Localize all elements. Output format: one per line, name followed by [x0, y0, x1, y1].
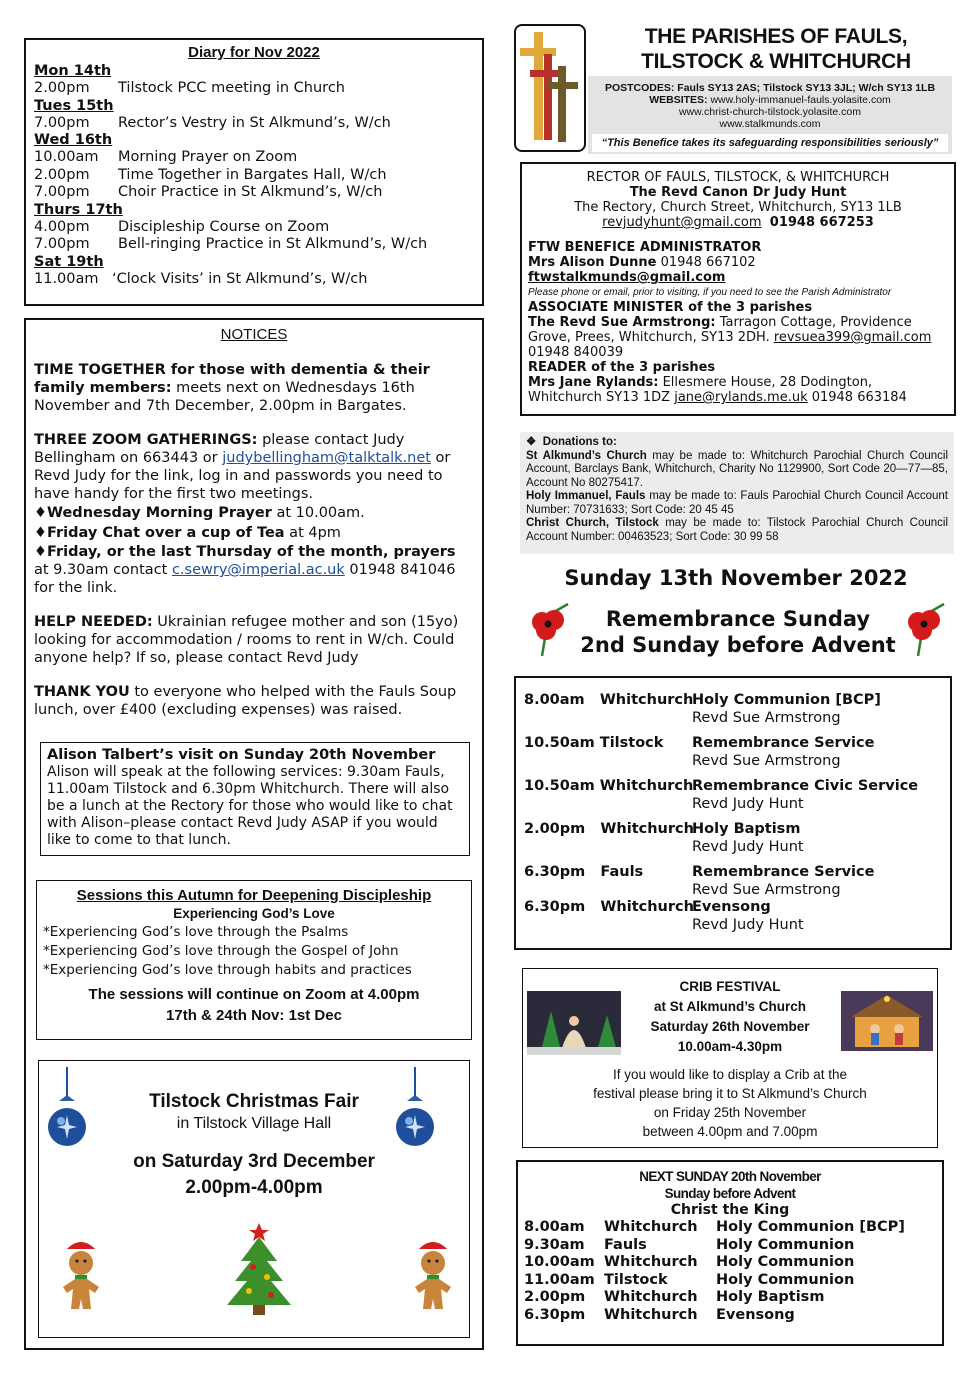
sessions-item: *Experiencing God’s love through the Psalms: [43, 924, 349, 940]
crib-venue: at St Alkmund’s Church: [653, 999, 806, 1014]
notices-title: NOTICES: [220, 326, 288, 343]
event-text: Rector’s Vestry in St Alkmund’s, W/ch: [118, 114, 391, 131]
next-place: Tilstock: [604, 1271, 668, 1288]
service-time: 6.30pm Fauls: [524, 864, 644, 880]
admin-phone: 01948 667102: [660, 255, 756, 270]
reader-phone: 01948 663184: [807, 390, 907, 405]
event-text: Tilstock PCC meeting in Church: [118, 80, 345, 96]
notice-text: or Revd Judy for the link, log in and passwords you need to have handy for the first two meetings.: [34, 450, 451, 502]
next-time: 10.00am: [524, 1254, 595, 1270]
title-line: THE PARISHES OF FAULS,: [644, 25, 908, 48]
next-service-row: [524, 1237, 936, 1255]
bullet-heading: Friday Chat over a cup of Tea: [47, 525, 285, 541]
event-time: 2.00pm: [34, 166, 90, 183]
bauble-icon: [47, 1067, 87, 1153]
next-place: Whitchurch: [604, 1289, 698, 1305]
crib-title: CRIB FESTIVAL: [679, 979, 781, 994]
event-time: 7.00pm: [34, 236, 90, 252]
event-time: 2.00pm: [34, 80, 90, 96]
notice-text: please contact Judy Bellingham on 663443 or: [34, 432, 405, 466]
service-row: [524, 864, 942, 899]
service-row: [524, 899, 942, 934]
notice-text: Ukrainian refugee mother and son (15yo) looking for accommodation / rooms to rent in W/ch. Could anyone help? If so, please contact Revd Judy: [34, 614, 459, 666]
bullet-text: at 4pm: [284, 525, 341, 541]
next-service: Holy Communion: [716, 1236, 855, 1253]
nativity-image: [841, 991, 933, 1051]
assoc-name: The Revd Sue Armstrong:: [528, 315, 716, 330]
diary-event: [34, 236, 474, 254]
diary-day: [34, 202, 474, 254]
sunday-date-heading: Sunday 13th November 2022: [564, 566, 908, 590]
heading-line: 2nd Sunday before Advent: [580, 633, 896, 657]
notice-heading: TIME TOGETHER for those with dementia & their family members:: [34, 362, 430, 396]
service-time: 10.50am Tilstock: [524, 735, 664, 751]
crib-festival-box: [522, 968, 938, 1148]
service-row: [524, 735, 942, 770]
notice-time-together: [34, 361, 474, 415]
notice-text: meets next on Wednesdays 16th November and 7th December, 2.00pm in Bargates.: [34, 380, 415, 414]
diary-day-label: Sat 19th: [34, 253, 104, 270]
reader-name: Mrs Jane Rylands:: [528, 375, 659, 390]
donation-text: may be made to: Whitchurch Parochial Church Council Account, Barclays Bank, Whitchurch, Charity No 1129900, Sort Code 20—77—85, Account No 80275417.: [526, 449, 949, 489]
sessions-box: [36, 880, 472, 1040]
gingerbread-icon: [405, 1237, 461, 1313]
next-service: Holy Communion: [716, 1254, 855, 1270]
email-link[interactable]: judybellingham@talktalk.net: [222, 450, 431, 466]
crib-body-line: If you would like to display a Crib at the: [612, 1067, 848, 1082]
diary-event: [34, 80, 474, 98]
diary-title: Diary for Nov 2022: [188, 44, 320, 61]
service-minister: Revd Sue Armstrong: [692, 709, 841, 726]
crib-date: Saturday 26th November: [650, 1019, 810, 1034]
service-row: [524, 778, 942, 813]
reader-address: Ellesmere House, 28 Dodington, Whitchurch SY13 1DZ: [528, 375, 873, 405]
diary-day: [34, 98, 474, 133]
email-link[interactable]: revsuea399@gmail.com: [773, 330, 932, 345]
assoc-address: Tarragon Cottage, Providence Grove, Prees, Whitchurch, SY13 2DH.: [528, 315, 912, 345]
event-text: Choir Practice in St Alkmund’s, W/ch: [118, 184, 383, 200]
next-place: Fauls: [604, 1236, 647, 1253]
contact-info-panel: [588, 76, 952, 154]
diary-day-label: Tues 15th: [34, 97, 114, 114]
notice-text: to everyone who helped with the Fauls Soup lunch, over £400 (excluding expenses) was raised.: [34, 684, 457, 718]
service-name: Remembrance Service: [692, 735, 875, 751]
remembrance-heading: [560, 606, 916, 658]
notice-zoom: [34, 431, 474, 503]
rector-phone: 01948 667253: [769, 215, 874, 230]
service-time: 6.30pm Whitchurch: [524, 899, 694, 915]
poppy-icon: [904, 602, 948, 658]
next-time: 9.30am: [524, 1236, 585, 1253]
services-box: [514, 676, 952, 950]
bullet-text: 01948 841046 for the link.: [34, 562, 456, 596]
donation-bullet-icon: ❖: [526, 436, 537, 448]
next-place: Whitchurch: [604, 1306, 698, 1323]
assoc-phone: 01948 840039: [528, 345, 624, 360]
next-service: Evensong: [716, 1306, 795, 1323]
service-time: 2.00pm Whitchurch: [524, 821, 694, 837]
notice-thanks: [34, 683, 474, 719]
donations-title: Donations to:: [542, 436, 617, 448]
service-name: Remembrance Civic Service: [692, 778, 919, 794]
next-service-row: [524, 1289, 936, 1307]
event-time: 7.00pm: [34, 114, 90, 131]
diary-day-label: Wed 16th: [34, 132, 113, 148]
diary-day: [34, 63, 474, 98]
heading-line: Remembrance Sunday: [605, 607, 871, 631]
service-name: Evensong: [692, 899, 771, 915]
nativity-image: [527, 991, 621, 1055]
service-row: [524, 821, 942, 856]
event-text: Time Together in Bargates Hall, W/ch: [118, 166, 387, 183]
diary-day-label: Thurs 17th: [34, 201, 123, 218]
next-service: Holy Communion [BCP]: [716, 1219, 905, 1235]
bullet-heading: Friday, or the last Thursday of the month, prayers: [47, 544, 456, 560]
diary-event: [34, 149, 474, 167]
email-link[interactable]: jane@rylands.me.uk: [674, 390, 808, 405]
alison-title: Alison Talbert’s visit on Sunday 20th November: [47, 747, 436, 763]
notices-box: [24, 318, 484, 1350]
sessions-subtitle: Experiencing God’s Love: [173, 906, 335, 921]
admin-title: FTW BENEFICE ADMINISTRATOR: [528, 240, 762, 255]
next-service-row: [524, 1219, 936, 1237]
next-service-row: [524, 1272, 936, 1290]
next-service-row: [524, 1307, 936, 1325]
crib-time: 10.00am-4.30pm: [677, 1039, 783, 1054]
postcodes: POSTCODES: Fauls SY13 2AS; Tilstock SY13 3JL; W/ch SY13 1LB: [604, 82, 936, 94]
crib-body-line: festival please bring it to St Alkmund’s Church: [593, 1086, 867, 1101]
notice-heading: HELP NEEDED:: [34, 614, 153, 630]
event-time: 7.00pm: [34, 184, 90, 200]
alison-text: Alison will speak at the following services: 9.30am Fauls, 11.00am Tilstock and 6.30pm Whitchurch. There will also be a lunch at the Rectory for those who would like to chat with Alison–please contact Revd Judy ASAP if you would like to come to that lunch.: [47, 764, 453, 848]
assoc-title: ASSOCIATE MINISTER of the 3 parishes: [528, 300, 813, 315]
website-link[interactable]: www.christ-church-tilstock.yolasite.com: [678, 106, 862, 118]
church-name: Holy Immanuel, Fauls: [526, 490, 646, 502]
diary-day-label: Mon 14th: [34, 63, 112, 79]
fair-date: on Saturday 3rd December: [133, 1151, 375, 1172]
service-name: Holy Communion [BCP]: [692, 692, 881, 708]
notice-heading: THREE ZOOM GATHERINGS:: [34, 432, 258, 448]
next-service: Holy Baptism: [716, 1289, 825, 1305]
diary-day: [34, 132, 474, 202]
websites-label: WEBSITES:: [649, 94, 708, 106]
gingerbread-icon: [53, 1237, 109, 1313]
email-link[interactable]: revjudyhunt@gmail.com: [602, 215, 762, 230]
title-line: TILSTOCK & WHITCHURCH: [641, 50, 911, 73]
next-sunday-subtitle: Sunday before Advent: [664, 1186, 796, 1201]
diamond-bullet-icon: ♦: [34, 544, 47, 560]
event-text: Morning Prayer on Zoom: [118, 149, 298, 165]
fair-title: Tilstock Christmas Fair: [149, 1091, 359, 1112]
event-text: Bell-ringing Practice in St Alkmund’s, W/ch: [118, 236, 428, 252]
bauble-icon: [395, 1067, 435, 1153]
diary-event: [34, 219, 474, 237]
safeguarding-statement: “This Benefice takes its safeguarding responsibilities seriously”: [592, 134, 948, 152]
next-service: Holy Communion: [716, 1271, 855, 1288]
cross-icon: [516, 26, 584, 150]
rector-title: RECTOR OF FAULS, TILSTOCK, & WHITCHURCH: [586, 170, 890, 185]
diary-event: [34, 167, 474, 185]
crosses-logo: [514, 24, 586, 152]
next-service-row: [524, 1254, 936, 1272]
bullet-text: at 10.00am.: [271, 505, 365, 521]
service-time: 10.50am Whitchurch: [524, 778, 694, 794]
bullet-heading: Wednesday Morning Prayer: [47, 505, 272, 521]
bullet-item: [34, 543, 474, 597]
diamond-bullet-icon: ♦: [34, 525, 47, 541]
church-name: Christ Church, Tilstock: [526, 517, 659, 529]
reader-title: READER of the 3 parishes: [528, 360, 716, 375]
service-name: Remembrance Service: [692, 864, 875, 880]
christmas-tree-icon: [219, 1221, 299, 1317]
notice-heading: THANK YOU: [34, 684, 130, 700]
rector-box: [520, 162, 956, 416]
sessions-item: *Experiencing God’s love through habits and practices: [43, 962, 412, 978]
diary-event: [34, 115, 474, 133]
crib-body: [523, 1065, 937, 1141]
bullet-item: [34, 503, 474, 523]
next-place: Whitchurch: [604, 1219, 698, 1235]
event-text: ‘Clock Visits’ in St Alkmund’s, W/ch: [112, 270, 368, 287]
service-minister: Revd Judy Hunt: [692, 838, 804, 855]
service-minister: Revd Judy Hunt: [692, 916, 804, 933]
sessions-title: Sessions this Autumn for Deepening Discipleship: [76, 887, 432, 904]
next-sunday-title: NEXT SUNDAY 20th November: [639, 1169, 821, 1184]
website-link[interactable]: www.stalkmunds.com: [719, 118, 821, 130]
diary-event: [34, 184, 474, 202]
rector-name: The Revd Canon Dr Judy Hunt: [629, 185, 847, 200]
next-time: 6.30pm: [524, 1306, 586, 1323]
event-text: Discipleship Course on Zoom: [118, 218, 330, 235]
parish-title: [596, 24, 956, 74]
diamond-bullet-icon: ♦: [34, 505, 47, 521]
diary-day: [34, 254, 474, 289]
email-link[interactable]: ftwstalkmunds@gmail.com: [528, 270, 726, 285]
service-minister: Revd Sue Armstrong: [692, 881, 841, 898]
crib-body-line: between 4.00pm and 7.00pm: [642, 1124, 818, 1139]
next-sunday-box: [516, 1160, 944, 1346]
fair-venue: in Tilstock Village Hall: [176, 1115, 332, 1132]
website-link[interactable]: www.holy-immanuel-fauls.yolasite.com: [710, 94, 891, 106]
next-time: 8.00am: [524, 1219, 585, 1235]
rector-address: The Rectory, Church Street, Whitchurch, SY13 1LB: [574, 200, 902, 215]
admin-name: Mrs Alison Dunne: [528, 255, 657, 270]
service-name: Holy Baptism: [692, 821, 801, 837]
service-minister: Revd Judy Hunt: [692, 795, 804, 812]
sessions-item: *Experiencing God’s love through the Gospel of John: [43, 943, 399, 959]
sessions-footer: The sessions will continue on Zoom at 4.00pm: [88, 986, 420, 1003]
event-time: 11.00am: [34, 270, 99, 287]
next-sunday-feast: Christ the King: [670, 1202, 790, 1218]
sessions-footer: 17th & 24th Nov: 1st Dec: [166, 1007, 342, 1024]
service-minister: Revd Sue Armstrong: [692, 752, 841, 769]
donations-box: [520, 432, 954, 554]
crib-body-line: on Friday 25th November: [653, 1105, 807, 1120]
fair-time: 2.00pm-4.00pm: [185, 1177, 323, 1198]
next-time: 11.00am: [524, 1271, 595, 1288]
church-name: St Alkmund’s Church: [526, 449, 647, 462]
donation-text: may be made to: Fauls Parochial Church Council Account Number: 70731633; Sort Code: 20 45 45: [526, 490, 948, 516]
bullet-item: [34, 523, 474, 543]
event-time: 10.00am: [34, 149, 99, 165]
email-link[interactable]: c.sewry@imperial.ac.uk: [171, 562, 345, 578]
christmas-fair-box: [38, 1060, 470, 1338]
notice-help: [34, 613, 474, 667]
service-time: 8.00am Whitchurch: [524, 692, 694, 708]
next-time: 2.00pm: [524, 1289, 586, 1305]
service-row: [524, 692, 942, 727]
next-place: Whitchurch: [604, 1254, 698, 1270]
bullet-text: at 9.30am contact: [34, 562, 172, 578]
diary-box: [24, 38, 484, 306]
alison-visit-box: [40, 742, 470, 856]
admin-note: Please phone or email, prior to visiting, if you need to see the Parish Administrator: [528, 287, 892, 298]
event-time: 4.00pm: [34, 218, 90, 235]
donation-text: may be made to: Tilstock Parochial Church Council Account Number: 00463523; Sort Code: 30 99 58: [526, 517, 948, 543]
diary-event: [34, 271, 474, 289]
